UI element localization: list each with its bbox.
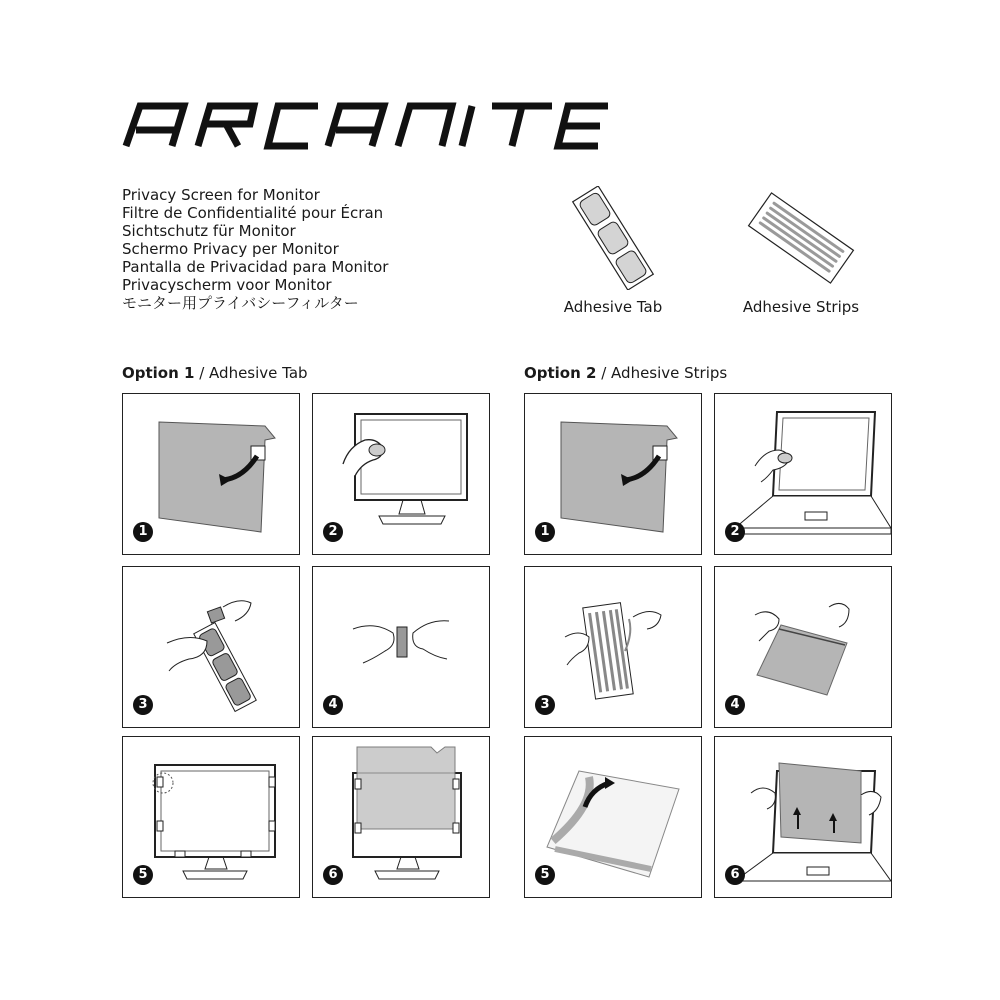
- adhesive-strips-illustration: [736, 186, 866, 290]
- step-number: 4: [323, 695, 343, 715]
- option-2-step-2: [714, 393, 892, 555]
- option-2-step-3: [524, 566, 702, 728]
- option-1-method: Adhesive Tab: [209, 364, 308, 382]
- title-es: Pantalla de Privacidad para Monitor: [122, 258, 389, 276]
- title-ja: モニター用プライバシーフィルター: [122, 294, 359, 312]
- option-2-step-4: [714, 566, 892, 728]
- step-number: 6: [725, 865, 745, 885]
- option-1-step-5: [122, 736, 300, 898]
- title-nl: Privacyscherm voor Monitor: [122, 276, 332, 294]
- option-2-step-6: [714, 736, 892, 898]
- option-1-label: Option 1: [122, 364, 195, 382]
- arcanite-logo: [122, 100, 612, 150]
- product-titles: [122, 186, 388, 312]
- step-number: 5: [133, 865, 153, 885]
- step-number: 1: [535, 522, 555, 542]
- option-2-method: Adhesive Strips: [611, 364, 728, 382]
- title-en: Privacy Screen for Monitor: [122, 186, 320, 204]
- option-2-step-1: [524, 393, 702, 555]
- option-1-step-1: [122, 393, 300, 555]
- adhesive-tab-label: Adhesive Tab: [563, 298, 663, 316]
- step-number: 2: [725, 522, 745, 542]
- step-number: 5: [535, 865, 555, 885]
- step-number: 3: [535, 695, 555, 715]
- option-2-heading: [524, 364, 727, 382]
- adhesive-tab-illustration: [548, 186, 678, 290]
- adhesive-strips-label: Adhesive Strips: [742, 298, 860, 316]
- adhesive-strips-product: [736, 186, 866, 316]
- step-number: 1: [133, 522, 153, 542]
- title-de: Sichtschutz für Monitor: [122, 222, 296, 240]
- option-2-step-5: [524, 736, 702, 898]
- option-2-separator: /: [596, 364, 612, 382]
- step-number: 4: [725, 695, 745, 715]
- step-number: 6: [323, 865, 343, 885]
- step-number: 3: [133, 695, 153, 715]
- option-1-separator: /: [194, 364, 210, 382]
- title-fr: Filtre de Confidentialité pour Écran: [122, 204, 384, 222]
- option-1-step-2: [312, 393, 490, 555]
- option-1-heading: [122, 364, 308, 382]
- option-1-step-6: [312, 736, 490, 898]
- step-number: 2: [323, 522, 343, 542]
- title-it: Schermo Privacy per Monitor: [122, 240, 339, 258]
- adhesive-tab-product: [548, 186, 678, 316]
- option-1-step-4: [312, 566, 490, 728]
- option-2-label: Option 2: [524, 364, 597, 382]
- option-1-step-3: [122, 566, 300, 728]
